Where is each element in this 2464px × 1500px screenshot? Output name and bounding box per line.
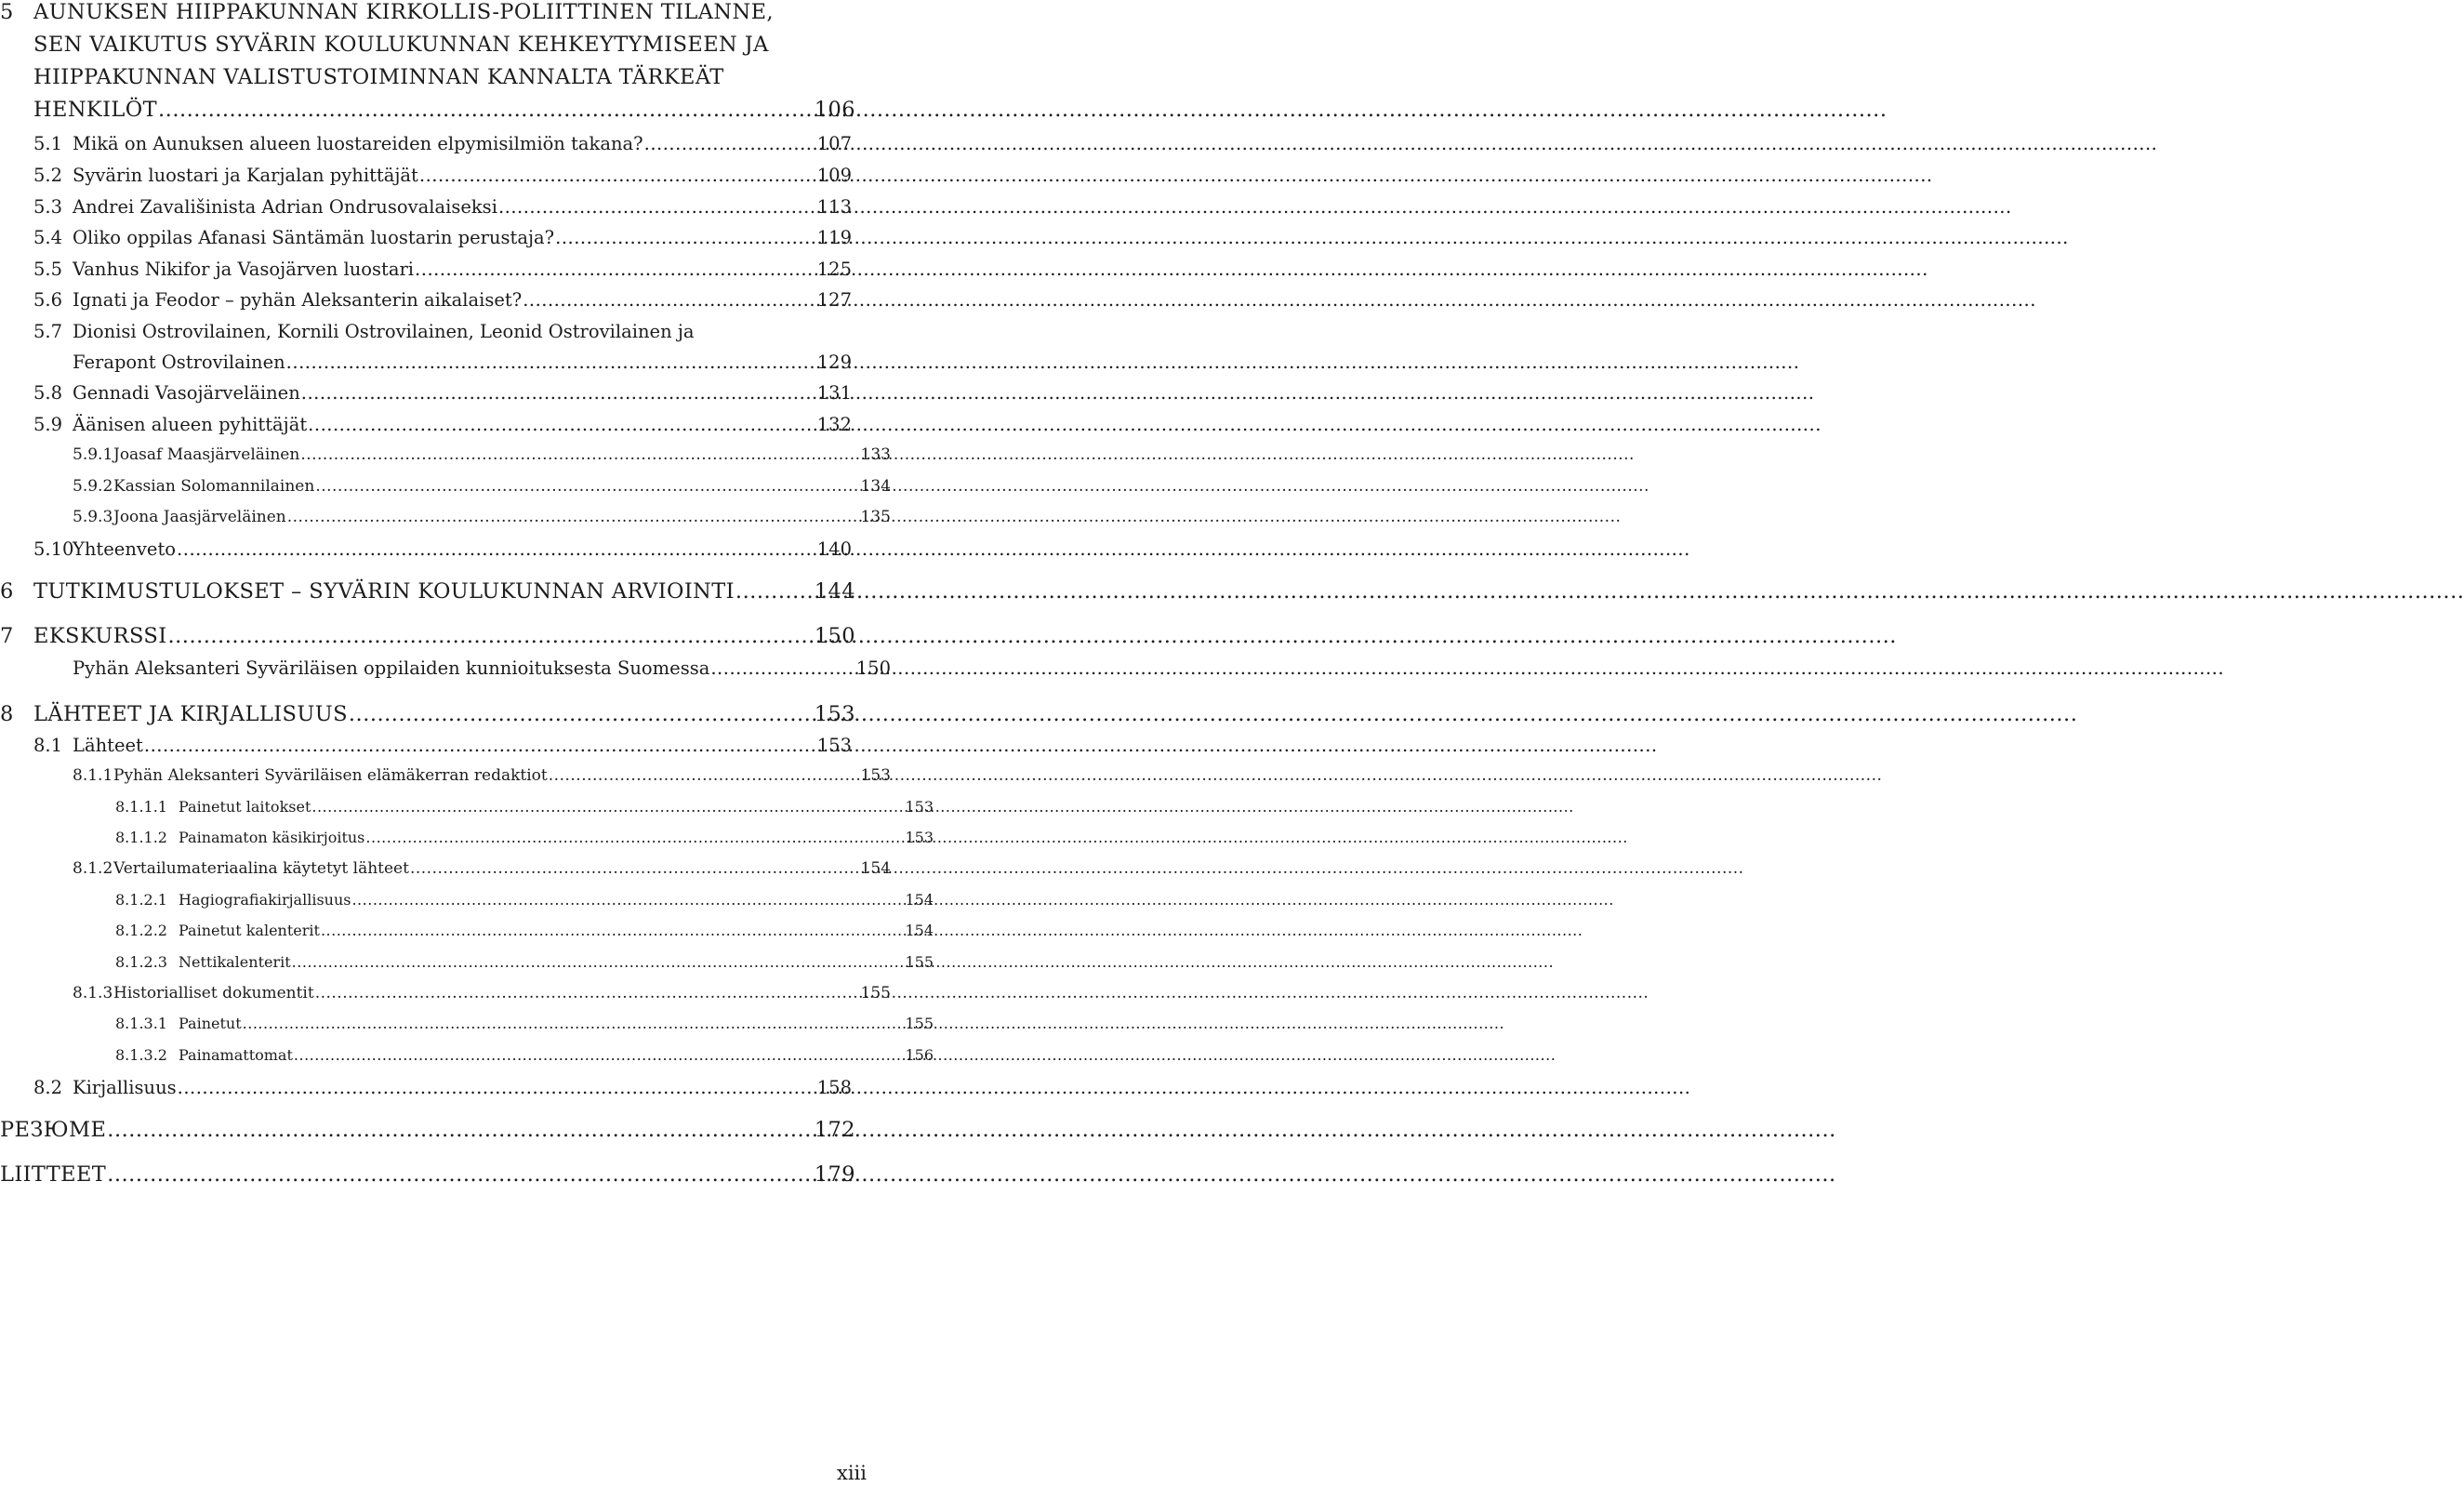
toc-entry-number: 8.2: [33, 1077, 63, 1098]
toc-entry-number: 8.1.3.2: [115, 1046, 167, 1064]
toc-dot-leader: [311, 798, 904, 816]
toc-entry-number: 8: [0, 702, 14, 726]
toc-dot-leader: [315, 477, 859, 496]
toc-entry-title: Kirjallisuus: [73, 1077, 177, 1098]
toc-entry[interactable]: [33, 165, 852, 186]
toc-dot-leader: [158, 98, 814, 122]
toc-entry-number: 5.1: [33, 133, 63, 154]
toc-entry-number: 5.10: [33, 538, 74, 560]
toc-entry[interactable]: [33, 414, 852, 435]
toc-entry-page: 125: [816, 259, 852, 280]
toc-entry-page: 156: [905, 1046, 934, 1064]
toc-entry[interactable]: [73, 859, 891, 878]
toc-dot-leader: [735, 579, 814, 604]
toc-entry-title: Andrei Zavališinista Adrian Ondrusovalaiseksi: [73, 196, 497, 218]
toc-entry-number: 8.1.1: [73, 766, 113, 785]
toc-dot-leader: [549, 766, 860, 785]
toc-entry-title: HENKILÖT: [33, 98, 158, 122]
toc-entry[interactable]: [115, 953, 934, 971]
toc-entry[interactable]: [0, 1162, 855, 1187]
toc-entry-page: 155: [905, 953, 934, 971]
toc-dot-leader: [178, 1077, 816, 1098]
toc-entry-number: 8.1.2.1: [115, 891, 167, 909]
toc-entry-page: 153: [814, 702, 855, 726]
toc-entry-page: 109: [816, 165, 852, 186]
toc-dot-leader: [365, 829, 904, 846]
toc-entry-page: 150: [814, 624, 855, 648]
toc-entry-page: 154: [905, 922, 934, 939]
toc-entry[interactable]: [73, 984, 891, 1002]
toc-entry-page: 155: [860, 984, 891, 1002]
toc-entry-number: 5.9.1: [73, 445, 113, 464]
toc-entry-title: Äänisen alueen pyhittäjät: [73, 414, 308, 435]
toc-entry-number: 5.8: [33, 382, 63, 404]
toc-entry-number: 5.9.3: [73, 508, 113, 526]
toc-entry-title: Painamaton käsikirjoitus: [179, 829, 365, 846]
toc-entry-number: 6: [0, 579, 14, 604]
toc-entry[interactable]: [115, 1015, 934, 1032]
toc-entry-title: Pyhän Aleksanteri Syväriläisen oppilaiden kunnioituksesta Suomessa: [73, 657, 710, 679]
toc-dot-leader: [498, 196, 816, 218]
toc-entry[interactable]: [33, 289, 852, 311]
toc-dot-leader: [107, 1118, 814, 1142]
toc-dot-leader: [144, 735, 816, 756]
toc-entry-page: 134: [860, 477, 891, 496]
toc-dot-leader: [292, 953, 905, 971]
toc-entry-number: 8.1: [33, 735, 63, 756]
toc-entry-title: Painetut: [179, 1015, 242, 1032]
toc-dot-leader: [294, 1046, 905, 1064]
toc-entry-line: [33, 321, 695, 342]
toc-dot-leader: [555, 227, 816, 248]
toc-entry[interactable]: [73, 445, 891, 464]
toc-dot-leader: [107, 1162, 814, 1187]
toc-entry-number: 5.4: [33, 227, 63, 248]
toc-entry-title: Gennadi Vasojärveläinen: [73, 382, 300, 404]
toc-entry-number: 7: [0, 624, 14, 648]
toc-entry-title: Ferapont Ostrovilainen: [73, 352, 285, 373]
toc-entry-title-line: AUNUKSEN HIIPPAKUNNAN KIRKOLLIS-POLIITTINEN TILANNE,: [33, 0, 774, 24]
toc-entry-number: 8.1.1.2: [115, 829, 167, 846]
toc-entry-title: Lähteet: [73, 735, 143, 756]
toc-entry-page: 131: [816, 382, 852, 404]
toc-entry[interactable]: [33, 98, 855, 122]
toc-entry-number: 8.1.2: [73, 859, 113, 878]
toc-entry-page: 132: [816, 414, 852, 435]
toc-dot-leader: [710, 657, 854, 679]
toc-dot-leader: [300, 445, 859, 464]
toc-entry-page: 179: [814, 1162, 855, 1187]
toc-entry-number: 5.7: [33, 321, 63, 342]
toc-entry-page: 135: [860, 508, 891, 526]
toc-entry[interactable]: [115, 798, 934, 816]
toc-entry-page: 144: [814, 579, 855, 604]
toc-entry-number: 8.1.1.1: [115, 798, 167, 816]
toc-entry[interactable]: [73, 657, 891, 679]
toc-entry-title: Painetut laitokset: [179, 798, 311, 816]
toc-entry-title: Joona Jaasjärveläinen: [113, 508, 286, 526]
toc-entry[interactable]: [0, 1118, 855, 1142]
toc-entry[interactable]: [33, 196, 852, 218]
toc-entry-line: [33, 65, 724, 89]
toc-entry-page: 127: [816, 289, 852, 311]
toc-entry[interactable]: [73, 352, 852, 373]
toc-entry-number: 5: [0, 0, 14, 24]
toc-dot-leader: [167, 624, 813, 648]
toc-entry[interactable]: [33, 259, 852, 280]
toc-entry[interactable]: [33, 227, 852, 248]
toc-entry-number: 5.3: [33, 196, 63, 218]
toc-entry[interactable]: [115, 922, 934, 939]
toc-entry-title: EKSKURSSI: [33, 624, 167, 648]
toc-entry[interactable]: [33, 538, 852, 560]
toc-entry-title: Hagiografiakirjallisuus: [179, 891, 351, 909]
toc-entry-title: LÄHTEET JA KIRJALLISUUS: [33, 702, 348, 726]
page-number: xiii: [837, 1462, 867, 1484]
toc-entry-title: Vanhus Nikifor ja Vasojärven luostari: [73, 259, 415, 280]
toc-dot-leader: [286, 352, 816, 373]
toc-entry-number: 8.1.2.3: [115, 953, 167, 971]
toc-entry-title-line: Dionisi Ostrovilainen, Kornili Ostrovilainen, Leonid Ostrovilainen ja: [73, 321, 695, 342]
toc-entry-number: 8.1.3.1: [115, 1015, 167, 1032]
toc-entry-title: Joasaf Maasjärveläinen: [113, 445, 300, 464]
toc-entry-page: 119: [816, 227, 852, 248]
toc-entry-title: Mikä on Aunuksen alueen luostareiden elpymisilmiön takana?: [73, 133, 643, 154]
toc-entry[interactable]: [33, 735, 852, 756]
toc-dot-leader: [415, 259, 816, 280]
toc-dot-leader: [287, 508, 860, 526]
toc-entry-page: 106: [814, 98, 855, 122]
toc-entry-title: Ignati ja Feodor – pyhän Aleksanterin aikalaiset?: [73, 289, 523, 311]
toc-entry[interactable]: [115, 1046, 934, 1064]
toc-dot-leader: [419, 165, 816, 186]
toc-dot-leader: [177, 538, 816, 560]
toc-entry-page: 172: [814, 1118, 855, 1142]
toc-entry-page: 153: [816, 735, 852, 756]
toc-dot-leader: [349, 702, 814, 726]
toc-entry-page: 129: [816, 352, 852, 373]
toc-entry[interactable]: [73, 766, 891, 785]
toc-entry-line: [0, 0, 774, 24]
toc-entry-title: Yhteenveto: [73, 538, 177, 560]
toc-entry-title: Oliko oppilas Afanasi Säntämän luostarin perustaja?: [73, 227, 555, 248]
toc-entry-page: 155: [905, 1015, 934, 1032]
toc-entry-number: 5.9: [33, 414, 63, 435]
toc-entry[interactable]: [33, 1077, 852, 1098]
toc-entry-page: 133: [860, 445, 891, 464]
toc-entry-title: РЕЗЮМЕ: [0, 1118, 107, 1142]
toc-entry-title-line: SEN VAIKUTUS SYVÄRIN KOULUKUNNAN KEHKEYTYMISEEN JA: [33, 33, 769, 57]
toc-dot-leader: [308, 414, 816, 435]
toc-entry[interactable]: [0, 624, 855, 648]
toc-entry[interactable]: [73, 508, 891, 526]
toc-dot-leader: [644, 133, 816, 154]
toc-entry-title: Pyhän Aleksanteri Syväriläisen elämäkerran redaktiot: [113, 766, 548, 785]
toc-dot-leader: [321, 922, 905, 939]
toc-dot-leader: [243, 1015, 905, 1032]
toc-entry-number: 5.5: [33, 259, 63, 280]
toc-entry-title: TUTKIMUSTULOKSET – SYVÄRIN KOULUKUNNAN ARVIOINTI: [33, 579, 735, 604]
toc-entry-page: 107: [816, 133, 852, 154]
toc-dot-leader: [410, 859, 860, 878]
toc-entry[interactable]: [73, 477, 891, 496]
toc-entry-title: Kassian Solomannilainen: [113, 477, 315, 496]
toc-entry[interactable]: [115, 891, 934, 909]
toc-entry[interactable]: [33, 382, 852, 404]
toc-entry-page: 150: [855, 657, 891, 679]
toc-entry-page: 154: [860, 859, 891, 878]
toc-entry-page: 154: [905, 891, 934, 909]
toc-entry-line: [33, 33, 769, 57]
toc-entry-title: Painamattomat: [179, 1046, 293, 1064]
toc-entry-page: 158: [816, 1077, 852, 1098]
toc-entry-title: LIITTEET: [0, 1162, 107, 1187]
toc-entry-title-line: HIIPPAKUNNAN VALISTUSTOIMINNAN KANNALTA TÄRKEÄT: [33, 65, 724, 89]
toc-entry-title: Vertailumateriaalina käytetyt lähteet: [113, 859, 409, 878]
toc-entry-page: 153: [860, 766, 891, 785]
toc-entry-title: Historialliset dokumentit: [113, 984, 314, 1002]
toc-entry[interactable]: [115, 829, 934, 846]
toc-entry-title: Syvärin luostari ja Karjalan pyhittäjät: [73, 165, 418, 186]
toc-entry[interactable]: [33, 133, 852, 154]
toc-entry[interactable]: [0, 702, 855, 726]
toc-entry[interactable]: [0, 579, 855, 604]
toc-dot-leader: [301, 382, 816, 404]
toc-entry-number: 5.2: [33, 165, 63, 186]
toc-entry-page: 140: [816, 538, 852, 560]
toc-entry-number: 8.1.2.2: [115, 922, 167, 939]
toc-entry-number: 8.1.3: [73, 984, 113, 1002]
toc-entry-title: Painetut kalenterit: [179, 922, 320, 939]
toc-dot-leader: [351, 891, 904, 909]
toc-dot-leader: [523, 289, 816, 311]
toc-entry-page: 153: [905, 798, 934, 816]
toc-entry-page: 113: [816, 196, 852, 218]
toc-entry-number: 5.6: [33, 289, 63, 311]
toc-entry-page: 153: [905, 829, 934, 846]
toc-entry-title: Nettikalenterit: [179, 953, 291, 971]
toc-entry-number: 5.9.2: [73, 477, 113, 496]
toc-dot-leader: [315, 984, 860, 1002]
